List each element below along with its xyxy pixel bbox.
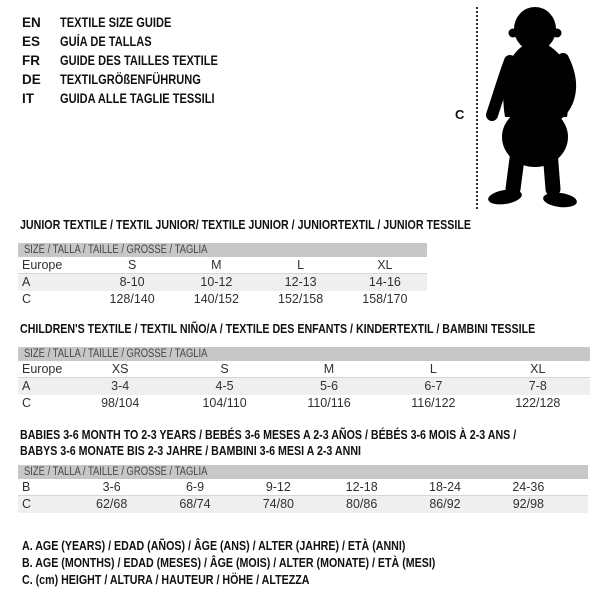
size-cell: S bbox=[127, 258, 137, 272]
size-cell: 110/116 bbox=[307, 396, 351, 410]
size-cell: 62/68 bbox=[96, 497, 128, 511]
legend-line-c: C. (cm) HEIGHT / ALTURA / HAUTEUR / HÖHE / ALTEZZA bbox=[22, 572, 310, 587]
table-row bbox=[18, 378, 590, 395]
language-label: GUIDA ALLE TAGLIE TESSILI bbox=[60, 91, 215, 106]
language-code: DE bbox=[22, 72, 41, 87]
size-cell: 128/140 bbox=[109, 292, 155, 306]
size-cell: 152/158 bbox=[278, 292, 324, 306]
size-cell: 6-7 bbox=[424, 379, 443, 393]
size-cell: XS bbox=[111, 362, 129, 376]
size-cell: 5-6 bbox=[319, 379, 339, 393]
size-cell: 18-24 bbox=[429, 480, 461, 494]
language-code: FR bbox=[22, 53, 40, 68]
size-cell: 98/104 bbox=[101, 396, 140, 410]
size-cell: 68/74 bbox=[179, 497, 211, 511]
size-cell: 10-12 bbox=[200, 275, 233, 289]
size-header-bar: SIZE / TALLA / TAILLE / GRÖSSE / TAGLIA bbox=[18, 465, 588, 479]
row-label: Europe bbox=[22, 362, 63, 376]
height-figure bbox=[450, 3, 590, 215]
size-cell: 3-6 bbox=[102, 480, 121, 494]
size-cell: 8-10 bbox=[119, 275, 145, 289]
children-textile-table bbox=[18, 321, 590, 412]
size-cell: L bbox=[429, 362, 437, 376]
table-title: BABIES 3-6 MONTH TO 2-3 YEARS / BEBÉS 3-6 MESES A 2-3 AÑOS / BÉBÉS 3-6 MOIS À 2-3 ANS / BABYS 3-6 MONATE BIS 2-3 JAHRE / BAMBINI 3-6 MESI A 2-3 ANNI bbox=[20, 427, 517, 458]
size-cell: 12-18 bbox=[345, 480, 378, 494]
height-label-c: C bbox=[455, 107, 465, 122]
babies-textile-table bbox=[18, 427, 588, 513]
row-label: A bbox=[22, 379, 31, 393]
table-row bbox=[18, 496, 588, 513]
size-cell: 7-8 bbox=[528, 379, 547, 393]
size-header-bar: SIZE / TALLA / TAILLE / GRÖSSE / TAGLIA bbox=[18, 243, 427, 257]
legend-line-a: A. AGE (YEARS) / EDAD (AÑOS) / ÂGE (ANS) / ALTER (JAHRE) / ETÀ (ANNI) bbox=[22, 538, 406, 553]
size-cell: M bbox=[323, 362, 335, 376]
height-dotted-line bbox=[476, 7, 478, 209]
language-label: TEXTILGRÖßENFÜHRUNG bbox=[60, 72, 201, 87]
table-row bbox=[18, 395, 590, 412]
size-cell: M bbox=[211, 258, 222, 272]
size-cell: 80/86 bbox=[346, 497, 378, 511]
size-cell: 24-36 bbox=[512, 480, 545, 494]
language-label: GUÍA DE TALLAS bbox=[60, 34, 152, 49]
language-label: GUIDE DES TAILLES TEXTILE bbox=[60, 53, 218, 68]
language-guide-list bbox=[22, 13, 253, 108]
size-cell: 104/110 bbox=[202, 396, 247, 410]
language-code: EN bbox=[22, 15, 41, 30]
table-row bbox=[18, 291, 427, 308]
size-cell: 116/122 bbox=[411, 396, 456, 410]
size-cell: 6-9 bbox=[185, 480, 205, 494]
row-label: Europe bbox=[22, 258, 63, 272]
table-title: JUNIOR TEXTILE / TEXTIL JUNIOR/ TEXTILE JUNIOR / JUNIORTEXTIL / JUNIOR TESSILE bbox=[20, 217, 471, 232]
row-label: C bbox=[22, 396, 32, 410]
row-label: B bbox=[22, 480, 31, 494]
size-cell: 12-13 bbox=[284, 275, 317, 289]
table-row bbox=[18, 361, 590, 378]
size-cell: XL bbox=[530, 362, 546, 376]
row-label: C bbox=[22, 292, 32, 306]
size-cell: 158/170 bbox=[362, 292, 408, 306]
baby-silhouette-icon bbox=[480, 3, 580, 211]
size-cell: L bbox=[297, 258, 305, 272]
table-row bbox=[18, 479, 588, 496]
size-cell: 86/92 bbox=[429, 497, 461, 511]
size-cell: 9-12 bbox=[265, 480, 291, 494]
size-cell: 3-4 bbox=[111, 379, 130, 393]
legend bbox=[22, 537, 526, 588]
size-cell: 140/152 bbox=[193, 292, 239, 306]
size-cell: XL bbox=[377, 258, 393, 272]
size-cell: 4-5 bbox=[215, 379, 234, 393]
size-cell: 122/128 bbox=[515, 396, 561, 410]
table-title: CHILDREN'S TEXTILE / TEXTIL NIÑO/A / TEXTILE DES ENFANTS / KINDERTEXTIL / BAMBINI TESSILE bbox=[20, 321, 536, 336]
size-cell: S bbox=[220, 362, 229, 376]
junior-textile-table bbox=[18, 217, 471, 308]
size-header-bar: SIZE / TALLA / TAILLE / GRÖSSE / TAGLIA bbox=[18, 347, 590, 361]
size-cell: 74/80 bbox=[262, 497, 294, 511]
language-code: IT bbox=[22, 91, 34, 106]
table-row bbox=[18, 257, 427, 274]
table-row bbox=[18, 274, 427, 291]
language-label: TEXTILE SIZE GUIDE bbox=[60, 15, 172, 30]
size-cell: 92/98 bbox=[512, 497, 544, 511]
language-code: ES bbox=[22, 34, 41, 49]
legend-line-b: B. AGE (MONTHS) / EDAD (MESES) / ÂGE (MOIS) / ALTER (MONATE) / ETÀ (MESI) bbox=[22, 555, 436, 570]
row-label: A bbox=[22, 275, 31, 289]
row-label: C bbox=[22, 497, 32, 511]
size-cell: 14-16 bbox=[368, 275, 401, 289]
